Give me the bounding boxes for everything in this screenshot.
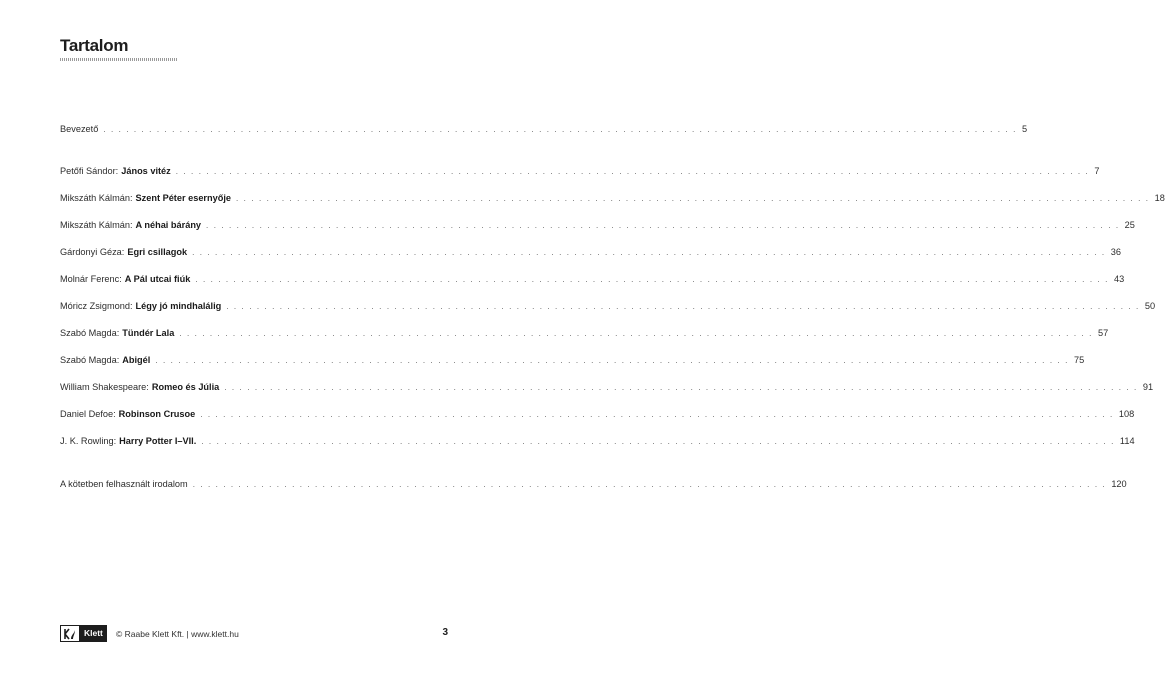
toc-entry-page: 43: [1113, 274, 1125, 284]
toc-entry-author: Molnár Ferenc:: [60, 274, 122, 284]
toc-entry-author: Daniel Defoe:: [60, 409, 116, 419]
toc-leader-dots: . . . . . . . . . . . . . . . . . . . . . . . . . . . . . . . . . . . . . . . . . . . . . . . . . . . . . . . . . . . . . . . . . . . . . . . . . . . . . . . . . . . . . . . . . . . . . . . . . . . . . . . . . . . . . . . . . . . . . . . .: [201, 437, 1115, 446]
toc-entry-page: 5: [1021, 124, 1028, 134]
toc-entry-work: Tündér Lala: [122, 328, 175, 338]
toc-entry-work: A néhai bárány: [135, 220, 202, 230]
toc-entry-page: 57: [1097, 328, 1109, 338]
toc-entry[interactable]: [60, 191, 1165, 205]
toc-entry-work: Harry Potter I–VII.: [119, 436, 197, 446]
page-title: Tartalom: [60, 36, 129, 55]
toc-leader-dots: . . . . . . . . . . . . . . . . . . . . . . . . . . . . . . . . . . . . . . . . . . . . . . . . . . . . . . . . . . . . . . . . . . . . . . . . . . . . . . . . . . . . . . . . . . . . . . . . . . . . . . . . . . . . . . . . . . . . . . . .: [200, 410, 1114, 419]
toc-entry-page: 114: [1119, 436, 1135, 446]
toc-entry[interactable]: [60, 477, 1127, 491]
toc-entry[interactable]: [60, 218, 1135, 232]
toc-entry-work: Egri csillagok: [127, 247, 188, 257]
toc-entry[interactable]: [60, 164, 1100, 178]
toc-leader-dots: . . . . . . . . . . . . . . . . . . . . . . . . . . . . . . . . . . . . . . . . . . . . . . . . . . . . . . . . . . . . . . . . . . . . . . . . . . . . . . . . . . . . . . . . . . . . . . . . . . . . . . . . . . . . . . . . . . . . . . . .: [236, 194, 1150, 203]
toc-leader-dots: . . . . . . . . . . . . . . . . . . . . . . . . . . . . . . . . . . . . . . . . . . . . . . . . . . . . . . . . . . . . . . . . . . . . . . . . . . . . . . . . . . . . . . . . . . . . . . . . . . . . . . . . . . . . . . . . . . . . . . . .: [206, 221, 1120, 230]
toc-leader-dots: . . . . . . . . . . . . . . . . . . . . . . . . . . . . . . . . . . . . . . . . . . . . . . . . . . . . . . . . . . . . . . . . . . . . . . . . . . . . . . . . . . . . . . . . . . . . . . . . . . . . . . . . . . . . . . . . . . . . . . . .: [195, 275, 1109, 284]
toc-entry-work: Romeo és Júlia: [151, 382, 220, 392]
toc-entry-page: 36: [1110, 247, 1121, 257]
toc-entry-page: 7: [1094, 166, 1100, 176]
toc-leader-dots: . . . . . . . . . . . . . . . . . . . . . . . . . . . . . . . . . . . . . . . . . . . . . . . . . . . . . . . . . . . . . . . . . . . . . . . . . . . . . . . . . . . . . . . . . . . . . . . . . . . . . . . . . . . . . . . . . . . . . . . .: [155, 356, 1069, 365]
page-number: 3: [442, 627, 448, 638]
toc-entry-work: Abigél: [122, 355, 151, 365]
toc-entry-page: 91: [1142, 382, 1154, 392]
toc-entry[interactable]: [60, 326, 1109, 340]
toc-leader-dots: . . . . . . . . . . . . . . . . . . . . . . . . . . . . . . . . . . . . . . . . . . . . . . . . . . . . . . . . . . . . . . . . . . . . . . . . . . . . . . . . . . . . . . . . . . . . . . . . . . . . . . . . . . . . . . . . . . . . . . . .: [179, 329, 1093, 338]
toc-entry[interactable]: [60, 299, 1156, 313]
toc-entry-author: Mikszáth Kálmán:: [60, 220, 133, 230]
toc-entry-page: 108: [1118, 409, 1135, 419]
toc-entry[interactable]: [60, 122, 1028, 136]
toc-entry-work: A Pál utcai fiúk: [124, 274, 191, 284]
toc-entry-author: William Shakespeare:: [60, 382, 149, 392]
toc-entry-label: A kötetben felhasznált irodalom: [60, 479, 188, 489]
toc-entry-work: Légy jó mindhalálig: [135, 301, 222, 311]
toc-entry[interactable]: [60, 245, 1121, 259]
toc-entry-author: Móricz Zsigmond:: [60, 301, 133, 311]
toc-entry-work: Szent Péter esernyője: [135, 193, 232, 203]
toc-entry[interactable]: [60, 407, 1135, 421]
toc-entry[interactable]: [60, 380, 1154, 394]
toc-entry-author: Petőfi Sándor:: [60, 166, 119, 176]
toc-entry[interactable]: [60, 272, 1125, 286]
klett-logo-icon: [60, 625, 80, 642]
toc-leader-dots: . . . . . . . . . . . . . . . . . . . . . . . . . . . . . . . . . . . . . . . . . . . . . . . . . . . . . . . . . . . . . . . . . . . . . . . . . . . . . . . . . . . . . . . . . . . . . . . . . . . . . . . . . . . . . . . . . . . . . . . .: [224, 383, 1138, 392]
toc-entry-label: Bevezető: [60, 124, 99, 134]
toc-leader-dots: . . . . . . . . . . . . . . . . . . . . . . . . . . . . . . . . . . . . . . . . . . . . . . . . . . . . . . . . . . . . . . . . . . . . . . . . . . . . . . . . . . . . . . . . . . . . . . . . . . . . . . . . . . . . . . . . . . . . . . . .: [192, 248, 1106, 257]
toc-entry-page: 18: [1154, 193, 1165, 203]
klett-logo: [60, 625, 107, 642]
title-underline: [60, 58, 177, 61]
toc-entry-page: 50: [1144, 301, 1156, 311]
toc-leader-dots: . . . . . . . . . . . . . . . . . . . . . . . . . . . . . . . . . . . . . . . . . . . . . . . . . . . . . . . . . . . . . . . . . . . . . . . . . . . . . . . . . . . . . . . . . . . . . . . . . . . . . . . . . . . . . . . . . . . . . . . .: [103, 125, 1017, 134]
toc-entry-author: Mikszáth Kálmán:: [60, 193, 133, 203]
toc-entry-page: 25: [1124, 220, 1135, 230]
toc-leader-dots: . . . . . . . . . . . . . . . . . . . . . . . . . . . . . . . . . . . . . . . . . . . . . . . . . . . . . . . . . . . . . . . . . . . . . . . . . . . . . . . . . . . . . . . . . . . . . . . . . . . . . . . . . . . . . . . . . . . . . . . .: [192, 480, 1107, 489]
toc-entry-work: Robinson Crusoe: [118, 409, 196, 419]
toc-entry-author: J. K. Rowling:: [60, 436, 117, 446]
toc-entry[interactable]: [60, 353, 1085, 367]
toc-entry-page: 120: [1111, 479, 1127, 489]
toc-leader-dots: . . . . . . . . . . . . . . . . . . . . . . . . . . . . . . . . . . . . . . . . . . . . . . . . . . . . . . . . . . . . . . . . . . . . . . . . . . . . . . . . . . . . . . . . . . . . . . . . . . . . . . . . . . . . . . . . . . . . . . . .: [226, 302, 1140, 311]
toc-entry-author: Szabó Magda:: [60, 328, 120, 338]
toc-entry[interactable]: [60, 434, 1135, 448]
copyright-text: © Raabe Klett Kft. | www.klett.hu: [116, 629, 239, 639]
toc-entry-author: Gárdonyi Géza:: [60, 247, 125, 257]
toc-entry-page: 75: [1073, 355, 1085, 365]
toc-entry-author: Szabó Magda:: [60, 355, 120, 365]
toc-leader-dots: . . . . . . . . . . . . . . . . . . . . . . . . . . . . . . . . . . . . . . . . . . . . . . . . . . . . . . . . . . . . . . . . . . . . . . . . . . . . . . . . . . . . . . . . . . . . . . . . . . . . . . . . . . . . . . . . . . . . . . . .: [175, 167, 1090, 176]
toc-entry-work: János vitéz: [121, 166, 171, 176]
klett-logo-text: Klett: [80, 625, 107, 642]
